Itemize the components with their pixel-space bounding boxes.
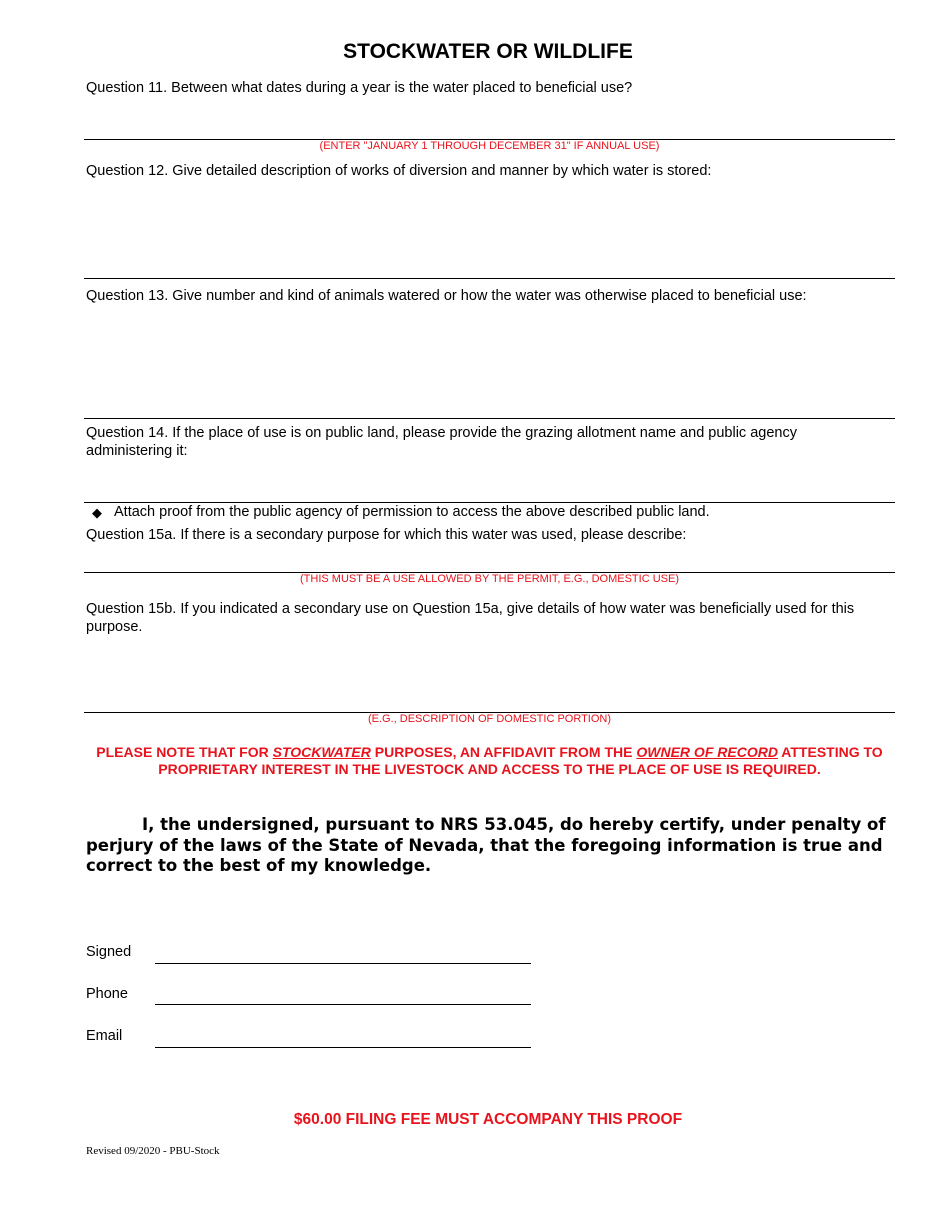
question-15a: Question 15a. If there is a secondary purpose for which this water was used, please describe: bbox=[86, 527, 687, 543]
question-12: Question 12. Give detailed description of works of diversion and manner by which water is stored: bbox=[86, 163, 712, 179]
hint-q11: (ENTER "JANUARY 1 THROUGH DECEMBER 31" IF ANNUAL USE) bbox=[319, 140, 660, 152]
email-label: Email bbox=[86, 1028, 123, 1044]
phone-label: Phone bbox=[86, 986, 128, 1002]
hint-q15b: (E.G., DESCRIPTION OF DOMESTIC PORTION) bbox=[367, 713, 612, 725]
filing-fee-notice: $60.00 FILING FEE MUST ACCOMPANY THIS PROOF bbox=[293, 1111, 683, 1128]
signed-field[interactable] bbox=[155, 963, 531, 964]
email-field[interactable] bbox=[155, 1047, 531, 1048]
revision-footer: Revised 09/2020 - PBU-Stock bbox=[86, 1145, 220, 1157]
page-title: STOCKWATER OR WILDLIFE bbox=[343, 40, 633, 63]
signed-label: Signed bbox=[86, 944, 132, 960]
certification-statement: I, the undersigned, pursuant to NRS 53.045, do hereby certify, under penalty of perjury of the laws of the State of Nevada, that the foregoing information is true and correct to the best of my knowledge. bbox=[86, 815, 886, 875]
attach-proof-note: Attach proof from the public agency of permission to access the above described public land. bbox=[114, 504, 710, 520]
question-15b: Question 15b. If you indicated a secondary use on Question 15a, give details of how water was beneficially used for this purpose. bbox=[86, 601, 855, 635]
question-11: Question 11. Between what dates during a year is the water placed to beneficial use? bbox=[86, 80, 633, 96]
hint-q15a: (THIS MUST BE A USE ALLOWED BY THE PERMIT, E.G., DOMESTIC USE) bbox=[300, 573, 679, 585]
affidavit-notice: PLEASE NOTE THAT FOR STOCKWATER PURPOSES, AN AFFIDAVIT FROM THE OWNER OF RECORD ATTESTING TO PROPRIETARY INTEREST IN THE LIVESTOCK AND ACCESS TO THE PLACE OF USE IS REQUIRED. bbox=[96, 744, 883, 777]
phone-field[interactable] bbox=[155, 1004, 531, 1005]
diamond-bullet-icon: ◆ bbox=[92, 505, 102, 520]
question-13: Question 13. Give number and kind of animals watered or how the water was otherwise placed to beneficial use: bbox=[86, 288, 807, 304]
answer-line-q12[interactable] bbox=[84, 278, 895, 279]
question-14: Question 14. If the place of use is on public land, please provide the grazing allotment name and public agency administering it: bbox=[86, 425, 797, 459]
answer-line-q13[interactable] bbox=[84, 418, 895, 419]
